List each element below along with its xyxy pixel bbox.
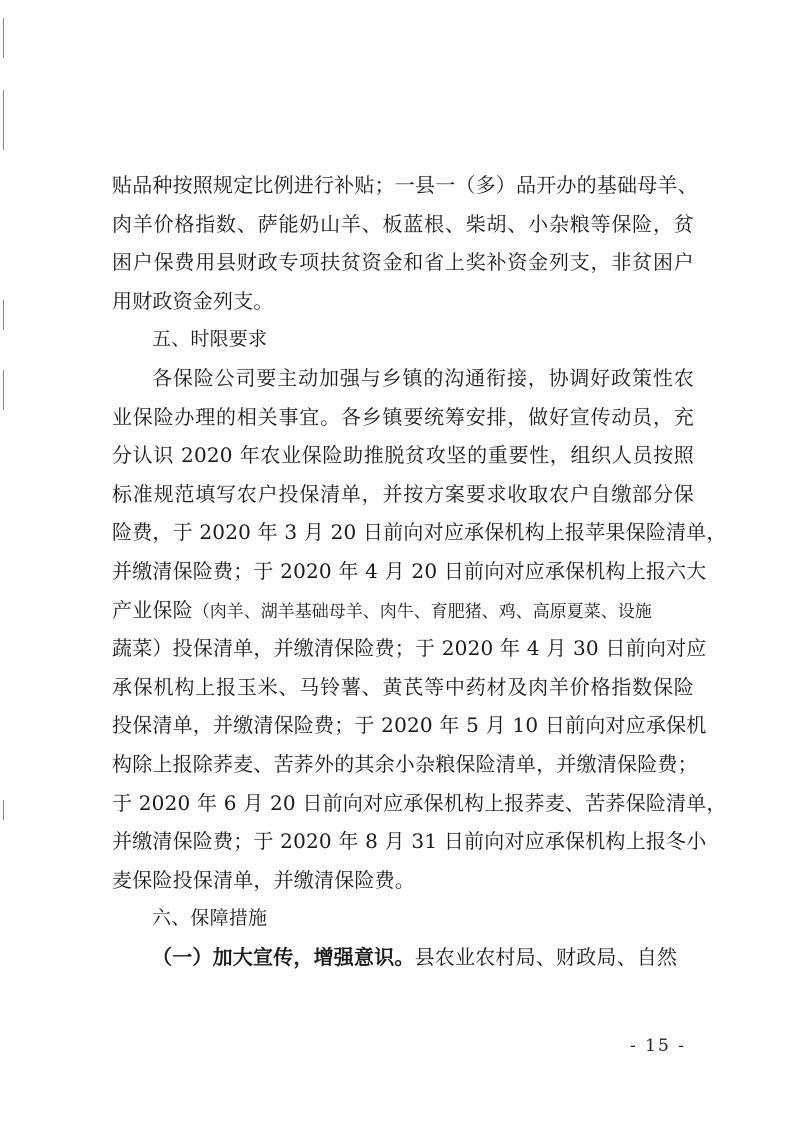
text-line: 麦保险投保清单，并缴清保险费。 [112, 867, 415, 892]
scan-edge-mark [3, 18, 4, 58]
text-line: 构除上报除荞麦、苦荞外的其余小杂粮保险清单，并缴清保险费； [112, 751, 698, 776]
scan-edge-mark [3, 800, 4, 820]
scan-edge-mark [3, 300, 4, 330]
text-line-industries [112, 591, 694, 630]
text-line: 用财政资金列支。 [112, 288, 274, 313]
section-heading-six: 六、保障措施 [152, 907, 268, 930]
body-text [112, 166, 727, 976]
scan-edge-mark [3, 370, 4, 410]
industries-prefix: 产业保险 [112, 597, 193, 622]
text-line: 并缴清保险费；于 2020 年 4 月 20 日前向对应承保机构上报六大 [112, 558, 707, 583]
text-line: 分认识 2020 年农业保险助推脱贫攻坚的重要性，组织人员按照 [112, 443, 694, 468]
sub-heading-line [112, 938, 694, 977]
text-line: 困户保费用县财政专项扶贫资金和省上奖补资金列支，非贫困户 [112, 250, 694, 275]
text-line: 业保险办理的相关事宜。各乡镇要统筹安排，做好宣传动员，充 [112, 404, 694, 429]
scan-edge-mark [3, 90, 4, 150]
text-line: 险费，于 2020 年 3 月 20 日前向对应承保机构上报苹果保险清单， [112, 520, 727, 545]
text-line: 肉羊价格指数、萨能奶山羊、板蓝根、柴胡、小杂粮等保险，贫 [112, 211, 694, 236]
text-line: 承保机构上报玉米、马铃薯、黄芪等中药材及肉羊价格指数保险 [112, 674, 694, 699]
industries-list: （肉羊、湖羊基础母羊、肉牛、育肥猪、鸡、高原夏菜、设施 [192, 601, 652, 622]
text-line: 标准规范填写农户投保清单，并按方案要求收取农户自缴部分保 [112, 481, 694, 506]
text-line: 贴品种按照规定比例进行补贴；一县一（多）品开办的基础母羊、 [112, 173, 698, 197]
sub-heading-text: 县农业农村局、财政局、自然 [414, 944, 678, 969]
text-line: 并缴清保险费；于 2020 年 8 月 31 日前向对应承保机构上报冬小 [112, 829, 707, 854]
section-heading-five: 五、时限要求 [152, 328, 268, 351]
text-line: 各保险公司要主动加强与乡镇的沟通衔接，协调好政策性农 [152, 365, 694, 390]
text-line: 于 2020 年 6 月 20 日前向对应承保机构上报荞麦、苦荞保险清单， [112, 790, 727, 815]
text-line: 投保清单，并缴清保险费；于 2020 年 5 月 10 日前向对应承保机 [112, 713, 707, 738]
page-number: - 15 - [630, 1036, 686, 1056]
sub-heading-bold: （一）加大宣传，增强意识。 [152, 944, 415, 969]
text-line: 蔬菜）投保清单，并缴清保险费；于 2020 年 4 月 30 日前向对应 [112, 636, 707, 661]
